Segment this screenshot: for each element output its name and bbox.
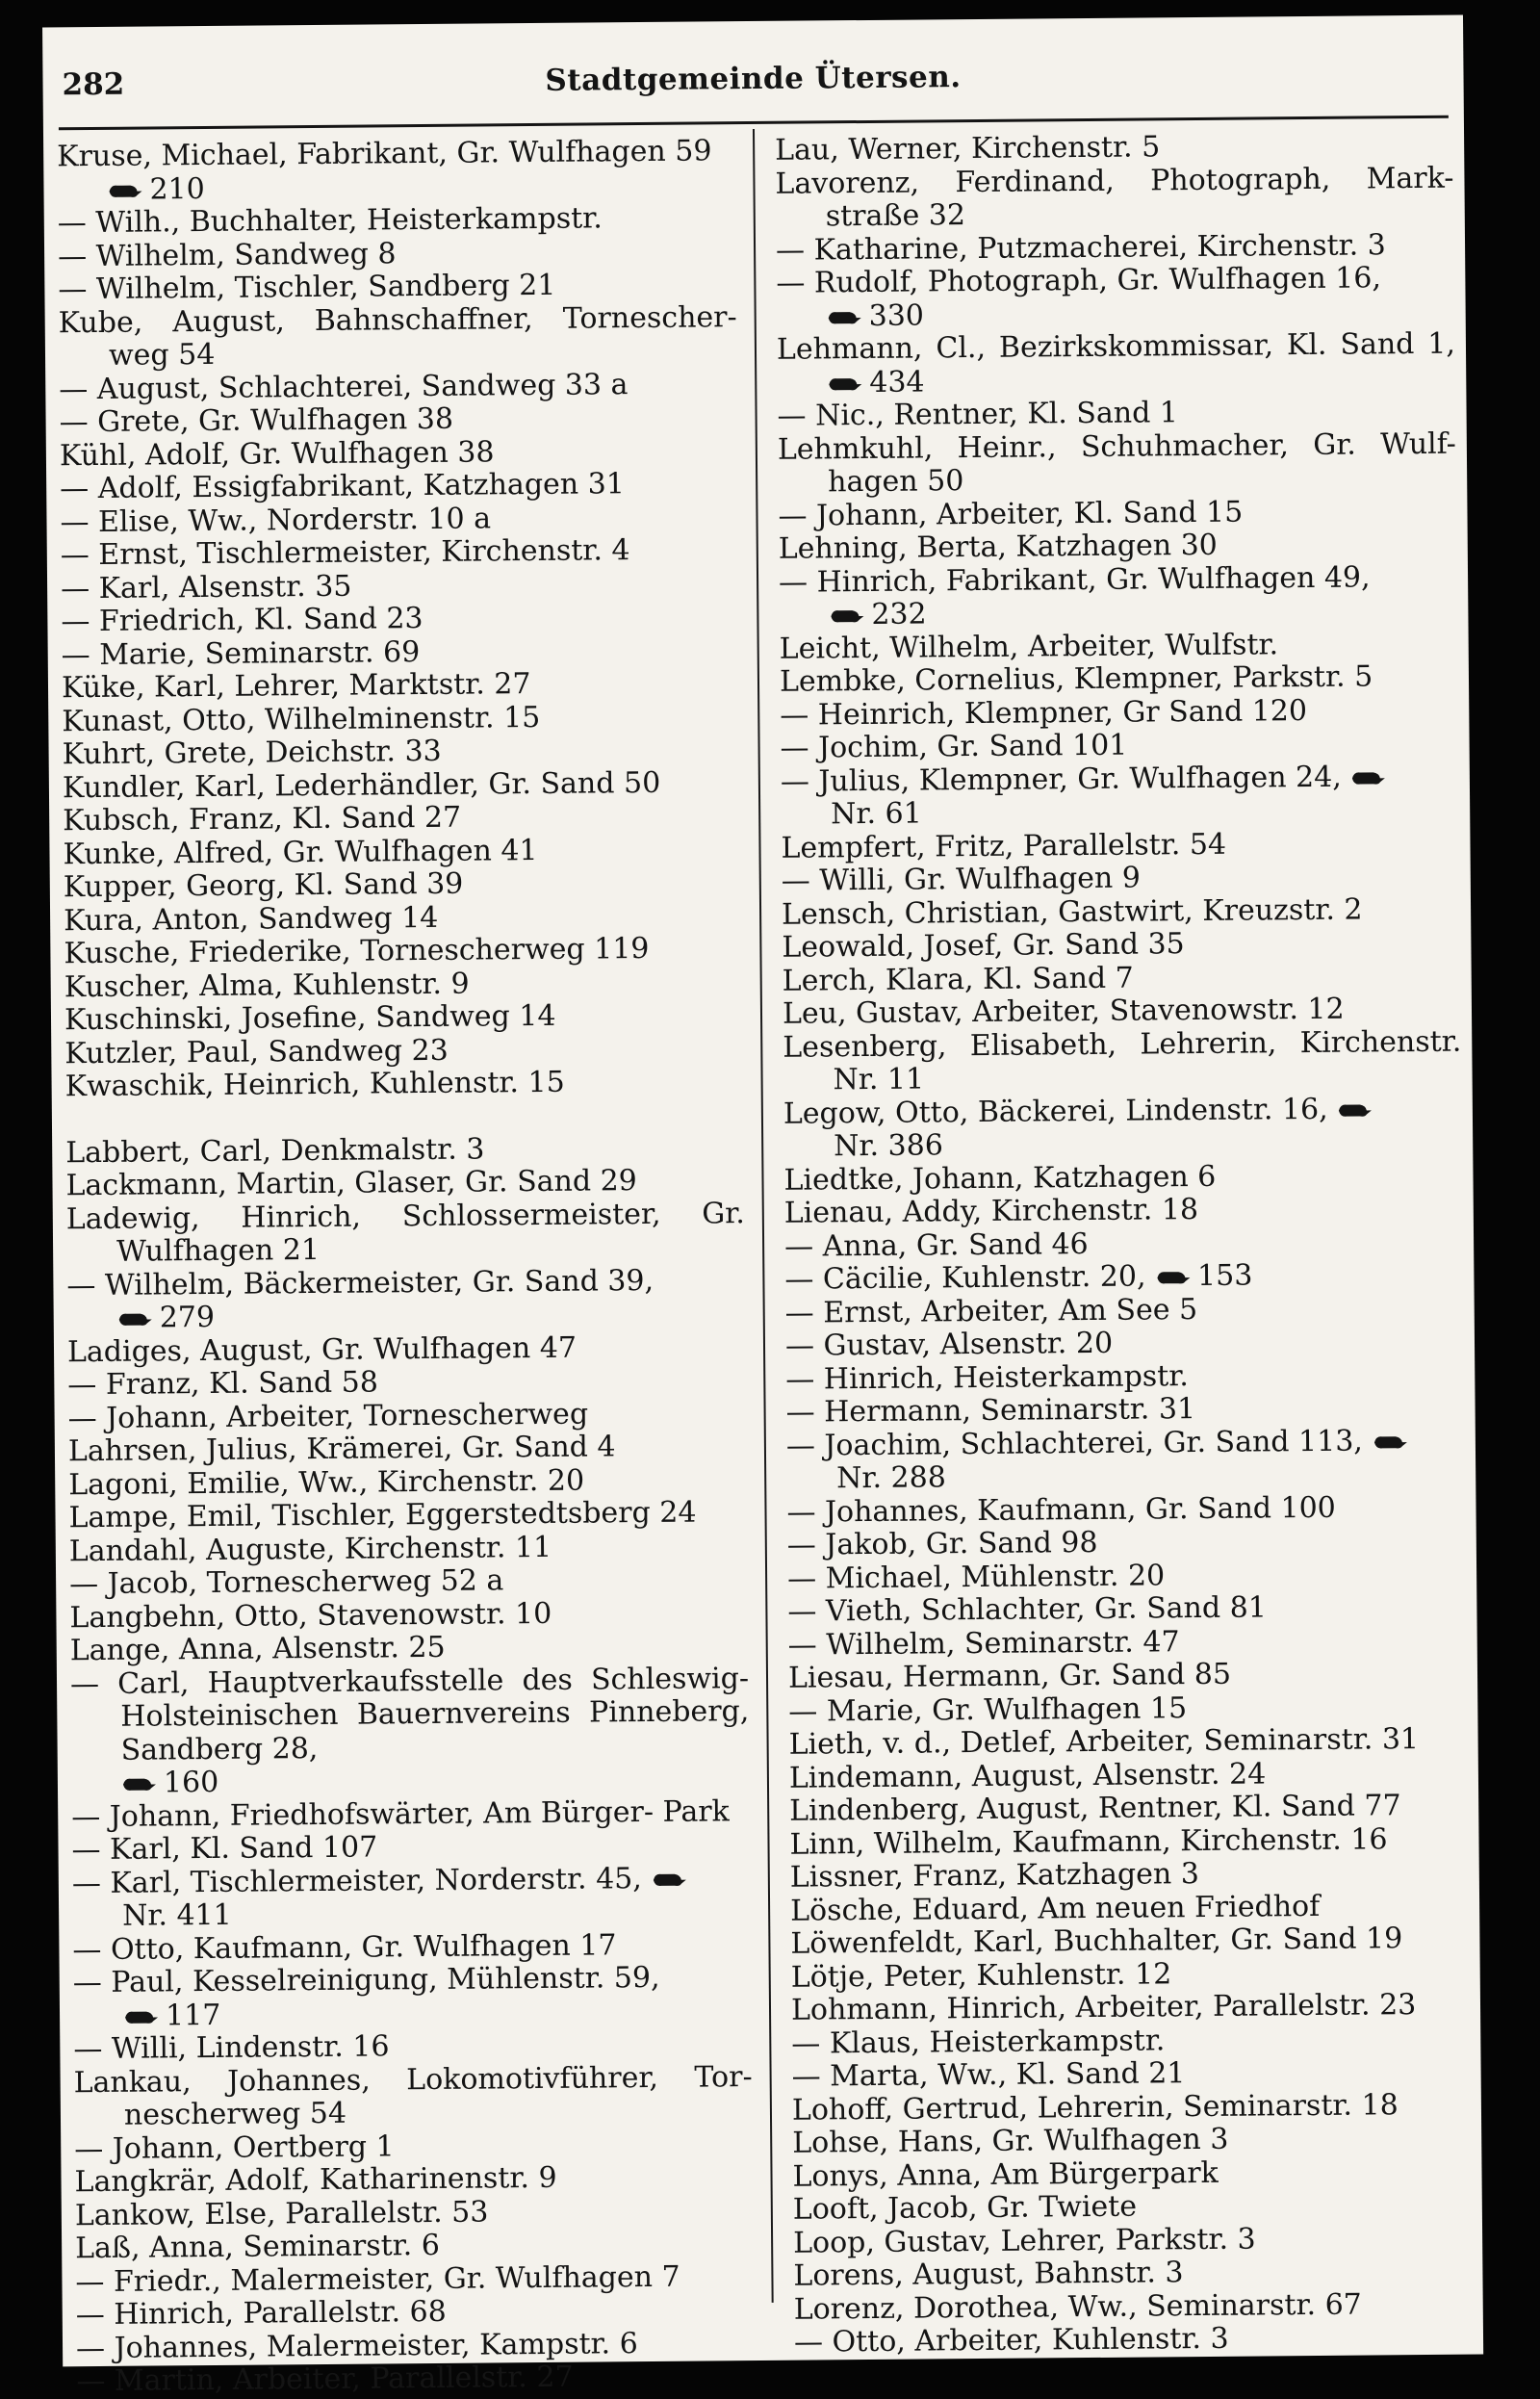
entry-text: Landahl, Auguste, Kirchenstr. 11 <box>68 1530 552 1568</box>
entry-text: Lehning, Berta, Katzhagen 30 <box>778 528 1218 566</box>
entry-text: Lau, Werner, Kirchenstr. 5 <box>775 130 1161 168</box>
entry-text: — Franz, Kl. Sand 58 <box>67 1365 379 1403</box>
entry-text: Lahrsen, Julius, Krämerei, Gr. Sand 4 <box>67 1430 616 1469</box>
directory-page <box>42 15 1483 2399</box>
entry-text: Lange, Anna, Alsenstr. 25 <box>69 1630 446 1668</box>
entry-text: Lonys, Anna, Am Bürgerpark <box>792 2155 1219 2194</box>
entry-text: Leu, Gustav, Arbeiter, Stavenowstr. 12 <box>782 992 1345 1031</box>
phone-number: 279 <box>159 1300 216 1335</box>
entry-text: Kunast, Otto, Wilhelminenstr. 15 <box>62 700 541 738</box>
entry-text: Lagoni, Emilie, Ww., Kirchenstr. 20 <box>68 1463 585 1502</box>
directory-entry <box>781 760 1460 832</box>
directory-entry <box>789 1822 1468 1862</box>
entry-text: Lindenberg, August, Rentner, Kl. Sand 77 <box>789 1789 1401 1828</box>
phone-number: Nr. 411 <box>121 1897 232 1933</box>
entry-text: Kutzler, Paul, Sandweg 23 <box>64 1033 449 1071</box>
entry-text: Kura, Anton, Sandweg 14 <box>63 900 439 938</box>
entry-text: Kuscher, Alma, Kuhlenstr. 9 <box>64 967 470 1004</box>
entry-text: — Jochim, Gr. Sand 101 <box>780 728 1128 765</box>
entry-text: Lampe, Emil, Tischler, Eggerstedtsberg 24 <box>68 1495 697 1535</box>
entry-text: Legow, Otto, Bäckerei, Lindenstr. 16, <box>783 1092 1328 1131</box>
page-header <box>62 56 1444 126</box>
entry-text: — Anna, Gr. Sand 46 <box>783 1226 1089 1264</box>
entry-text: — Rudolf, Photograph, Gr. Wulfhagen 16, <box>776 261 1382 300</box>
directory-entry <box>788 1723 1467 1763</box>
entry-text: Kühl, Adolf, Gr. Wulfhagen 38 <box>59 434 495 473</box>
entry-text: — Martin, Arbeiter, Parallelstr. 27 <box>76 2360 574 2399</box>
directory-entry <box>783 1025 1462 1097</box>
telephone-icon <box>827 375 863 393</box>
entry-text: Lavorenz, Ferdinand, Photograph, Mark- straße 32 <box>775 161 1454 234</box>
directory-entry <box>70 1663 750 1801</box>
entry-text: Looft, Jacob, Gr. Twiete <box>792 2189 1138 2227</box>
directory-entry <box>786 1424 1466 1496</box>
entry-text: Kubsch, Franz, Kl. Sand 27 <box>63 800 462 838</box>
entry-text: — Carl, Hauptverkaufsstelle des Schleswig- Holsteinischen Bauernvereins Pinneberg, Sandberg 28, <box>69 1661 750 1767</box>
telephone-icon <box>827 309 863 326</box>
entry-text: Linn, Wilhelm, Kaufmann, Kirchenstr. 16 <box>789 1821 1388 1862</box>
entry-text: — Johann, Arbeiter, Kl. Sand 15 <box>778 495 1244 533</box>
entry-text: — Jakob, Gr. Sand 98 <box>786 1525 1098 1562</box>
running-title: Stadtgemeinde Ütersen. <box>545 60 962 98</box>
entry-text: — Wilhelm, Sandweg 8 <box>57 236 397 273</box>
entry-text: — Adolf, Essigfabrikant, Katzhagen 31 <box>60 467 625 506</box>
phone-number: 160 <box>163 1765 219 1800</box>
entry-text: — Willi, Gr. Wulfhagen 9 <box>781 861 1142 898</box>
phone-number: 117 <box>165 1998 221 2032</box>
entry-text: Lindemann, August, Alsenstr. 24 <box>788 1756 1267 1795</box>
entry-text: — Hinrich, Heisterkampstr. <box>785 1358 1190 1397</box>
entry-text: Kruse, Michael, Fabrikant, Gr. Wulfhagen 59 <box>57 134 712 174</box>
right-column <box>775 129 1473 2360</box>
telephone-icon <box>1350 769 1387 787</box>
entry-text: — Ernst, Arbeiter, Am See 5 <box>784 1292 1198 1330</box>
entry-text: — Klaus, Heisterkampstr. <box>791 2023 1166 2061</box>
entry-text: — Nic., Rentner, Kl. Sand 1 <box>777 396 1179 433</box>
entry-text: — Otto, Arbeiter, Kuhlenstr. 3 <box>793 2321 1229 2360</box>
telephone-icon <box>107 182 143 199</box>
directory-entry <box>790 1922 1469 1962</box>
directory-entry <box>794 2321 1473 2360</box>
telephone-icon <box>1337 1101 1373 1119</box>
entry-text: Lerch, Klara, Kl. Sand 7 <box>782 961 1134 998</box>
entry-text: Lehmann, Cl., Bezirkskommissar, Kl. Sand 1, <box>776 326 1456 367</box>
entry-text: Kundler, Karl, Lederhändler, Gr. Sand 50 <box>62 765 661 805</box>
entry-text: — Hermann, Seminarstr. 31 <box>785 1392 1196 1430</box>
telephone-icon <box>829 607 865 625</box>
directory-entry <box>780 660 1458 700</box>
entry-text: Kube, August, Bahnschaffner, Tornescher- weg 54 <box>58 299 737 373</box>
entry-text: — Marie, Gr. Wulfhagen 15 <box>788 1690 1188 1729</box>
entry-text: — Cäcilie, Kuhlenstr. 20, <box>784 1259 1146 1297</box>
entry-text: — Joachim, Schlachterei, Gr. Sand 113, <box>785 1424 1364 1463</box>
entry-text: Langbehn, Otto, Stavenowstr. 10 <box>69 1596 552 1635</box>
entry-text: — Paul, Kesselreinigung, Mühlenstr. 59, <box>72 1960 660 2000</box>
entry-text: Lienau, Addy, Kirchenstr. 18 <box>783 1193 1199 1230</box>
entry-text: Langkrär, Adolf, Katharinenstr. 9 <box>74 2160 557 2200</box>
entry-text: Lorenz, Dorothea, Ww., Seminarstr. 67 <box>793 2287 1362 2327</box>
entry-text: — Katharine, Putzmacherei, Kirchenstr. 3 <box>775 227 1386 268</box>
directory-entry <box>777 328 1456 400</box>
entry-text: — Johannes, Malermeister, Kampstr. 6 <box>75 2326 638 2365</box>
entry-text: — Karl, Tischlermeister, Norderstr. 45, <box>71 1861 642 1900</box>
directory-entry <box>66 1264 746 1336</box>
entry-text: Lohoff, Gertrud, Lehrerin, Seminarstr. 18 <box>791 2087 1399 2128</box>
entry-text: Leicht, Wilhelm, Arbeiter, Wulfstr. <box>779 627 1279 666</box>
directory-entry <box>783 1092 1463 1164</box>
page-number: 282 <box>62 66 125 103</box>
directory-entry <box>775 162 1454 234</box>
entry-text: — Julius, Klempner, Gr. Wulfhagen 24, <box>780 760 1342 799</box>
entry-text: Lorens, August, Bahnstr. 3 <box>793 2256 1184 2293</box>
entry-text: Lissner, Franz, Katzhagen 3 <box>789 1857 1199 1895</box>
entry-text: — Hinrich, Parallelstr. 68 <box>75 2294 447 2333</box>
entry-text: Liedtke, Johann, Katzhagen 6 <box>783 1159 1217 1198</box>
entry-text: Kunke, Alfred, Gr. Wulfhagen 41 <box>63 833 538 871</box>
telephone-icon <box>1155 1269 1192 1286</box>
telephone-icon <box>651 1870 687 1888</box>
entry-text: Lehmkuhl, Heinr., Schuhmacher, Gr. Wulf- hagen 50 <box>777 426 1457 500</box>
directory-entry <box>57 135 736 207</box>
directory-entry <box>73 1961 753 2033</box>
entry-text: — Grete, Gr. Wulfhagen 38 <box>59 401 454 440</box>
entry-text: — Willi, Lindenstr. 16 <box>73 2029 390 2067</box>
directory-entry <box>71 1795 750 1835</box>
entry-text: — Michael, Mühlenstr. 20 <box>786 1558 1166 1596</box>
entry-text: — Marie, Seminarstr. 69 <box>61 634 421 672</box>
entry-text: Labbert, Carl, Denkmalstr. 3 <box>65 1131 485 1170</box>
entry-text: Lohse, Hans, Gr. Wulfhagen 3 <box>792 2122 1229 2160</box>
directory-entry <box>66 1198 746 1270</box>
entry-text: — Friedr., Malermeister, Gr. Wulfhagen 7 <box>75 2259 680 2299</box>
directory-entry <box>792 2088 1471 2128</box>
phone-number: Nr. 288 <box>836 1460 947 1496</box>
phone-number: Nr. 61 <box>831 796 922 832</box>
telephone-icon <box>121 1775 158 1793</box>
entry-text: — Heinrich, Klempner, Gr Sand 120 <box>780 693 1308 733</box>
entry-text: Kuschinski, Josefine, Sandweg 14 <box>64 998 556 1038</box>
entry-text: Lieth, v. d., Detlef, Arbeiter, Seminarstr. 31 <box>788 1722 1420 1762</box>
entry-text: — Johann, Friedhofswärter, Am Bürger- Park <box>71 1793 730 1834</box>
directory-entry <box>76 2360 755 2399</box>
entry-text: — Wilh., Buchhalter, Heisterkampstr. <box>57 201 603 241</box>
phone-number: 330 <box>868 297 925 333</box>
directory-entry <box>776 262 1455 334</box>
entry-text: Lankow, Else, Parallelstr. 53 <box>74 2194 489 2232</box>
entry-text: — Friedrich, Kl. Sand 23 <box>61 602 424 639</box>
entry-text: Ladiges, August, Gr. Wulfhagen 47 <box>66 1330 578 1369</box>
directory-entry <box>68 1496 747 1535</box>
entry-text: Lesenberg, Elisabeth, Lehrerin, Kirchenstr. Nr. 11 <box>783 1024 1462 1097</box>
entry-text: Ladewig, Hinrich, Schlossermeister, Gr. Wulfhagen 21 <box>65 1196 745 1269</box>
telephone-icon <box>1372 1433 1408 1451</box>
entry-text: — Wilhelm, Seminarstr. 47 <box>787 1624 1180 1663</box>
directory-entry <box>791 1989 1470 2028</box>
phone-number: Nr. 386 <box>834 1128 943 1164</box>
entry-text: Lackmann, Martin, Glaser, Gr. Sand 29 <box>65 1164 637 1203</box>
phone-number: 153 <box>1196 1258 1253 1294</box>
entry-text: Liesau, Hermann, Gr. Sand 85 <box>787 1657 1232 1695</box>
entry-text: — Elise, Ww., Norderstr. 10 a <box>60 501 492 539</box>
entry-text: — Jacob, Tornescherweg 52 a <box>68 1563 504 1602</box>
entry-text: — Johann, Arbeiter, Tornescherweg <box>67 1397 589 1435</box>
entry-text: Lembke, Cornelius, Klempner, Parkstr. 5 <box>779 659 1373 699</box>
entry-text: Lösche, Eduard, Am neuen Friedhof <box>789 1889 1321 1928</box>
entry-text: Kuhrt, Grete, Deichstr. 33 <box>62 734 442 772</box>
directory-entry <box>782 892 1460 932</box>
directory-entry <box>75 2260 754 2300</box>
entry-text: — Karl, Alsenstr. 35 <box>60 569 352 606</box>
entry-text: Lempfert, Fritz, Parallelstr. 54 <box>781 827 1227 865</box>
entry-text: Loop, Gustav, Lehrer, Parkstr. 3 <box>792 2222 1256 2260</box>
entry-text: — Wilhelm, Tischler, Sandberg 21 <box>58 268 556 307</box>
entry-text: — August, Schlachterei, Sandweg 33 a <box>59 367 629 406</box>
entry-text: — Wilhelm, Bäckermeister, Gr. Sand 39, <box>66 1263 654 1303</box>
entry-text: — Marta, Ww., Kl. Sand 21 <box>791 2056 1186 2094</box>
entry-text: Kupper, Georg, Kl. Sand 39 <box>63 866 464 905</box>
directory-entry <box>779 560 1458 632</box>
entry-text: Laß, Anna, Seminarstr. 6 <box>75 2228 441 2266</box>
directory-entry <box>64 932 742 971</box>
column-divider <box>753 129 774 2303</box>
directory-entry <box>63 766 741 806</box>
phone-number: 210 <box>149 171 205 206</box>
entry-text: — Johann, Oertberg 1 <box>74 2128 395 2166</box>
entry-text: Küke, Karl, Lehrer, Marktstr. 27 <box>61 667 531 706</box>
phone-number: 434 <box>869 364 925 400</box>
entry-text: — Vieth, Schlachter, Gr. Sand 81 <box>787 1590 1267 1629</box>
entry-text: — Hinrich, Fabrikant, Gr. Wulfhagen 49, <box>778 559 1371 600</box>
entry-text: — Johannes, Kaufmann, Gr. Sand 100 <box>786 1490 1336 1530</box>
directory-entry <box>778 427 1457 500</box>
entry-text: Kusche, Friederike, Tornescherweg 119 <box>64 931 650 971</box>
entry-text: — Otto, Kaufmann, Gr. Wulfhagen 17 <box>72 1927 617 1967</box>
entry-text: Leowald, Josef, Gr. Sand 35 <box>782 927 1185 965</box>
entry-text: Kwaschik, Heinrich, Kuhlenstr. 15 <box>64 1065 565 1104</box>
entry-text: Lötje, Peter, Kuhlenstr. 12 <box>790 1956 1172 1995</box>
entry-text: Lankau, Johannes, Lokomotivführer, Tor- nescherweg 54 <box>73 2059 753 2132</box>
telephone-icon <box>123 2008 160 2025</box>
entry-text: Löwenfeldt, Karl, Buchhalter, Gr. Sand 19 <box>790 1922 1403 1961</box>
directory-entry <box>74 2061 754 2133</box>
directory-entry <box>59 301 738 374</box>
directory-entry <box>72 1862 752 1934</box>
phone-number: 232 <box>871 597 927 632</box>
entry-text: Lohmann, Hinrich, Arbeiter, Parallelstr. 23 <box>790 1988 1417 2027</box>
entry-text: — Karl, Kl. Sand 107 <box>71 1830 378 1868</box>
entry-text: — Ernst, Tischlermeister, Kirchenstr. 4 <box>60 533 630 573</box>
telephone-icon <box>117 1310 154 1328</box>
entry-text: Lensch, Christian, Gastwirt, Kreuzstr. 2 <box>781 892 1363 932</box>
left-column <box>57 135 755 2399</box>
entry-text: — Gustav, Alsenstr. 20 <box>784 1326 1114 1363</box>
